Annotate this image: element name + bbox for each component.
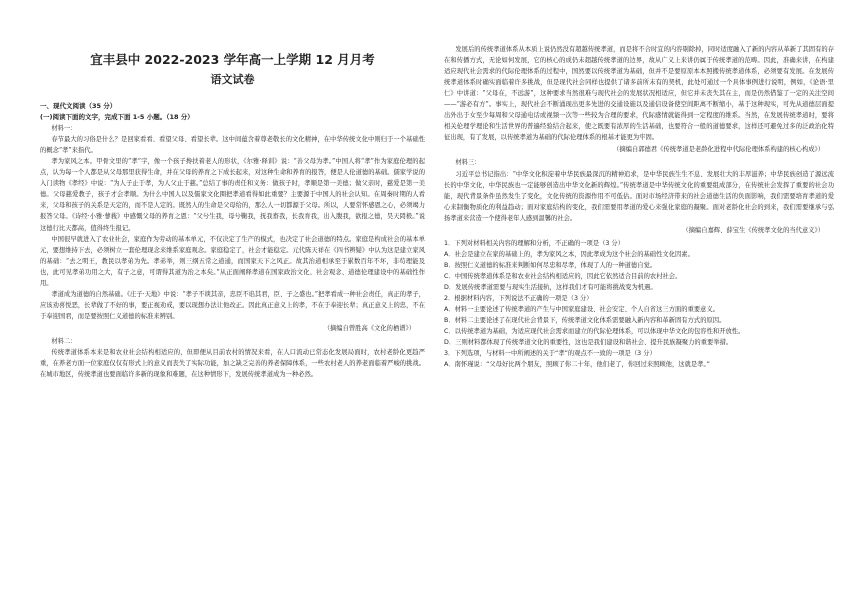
- question-1-option-b: B．按照仁义道德的标准来判断如何尽忠和尽孝，体现了人的一种道德自觉。: [444, 261, 657, 269]
- question-1-option-d: D．发展传统孝道需要与现实生活接轨，这样我们才有可能将挑战变为机遇。: [444, 283, 657, 291]
- question-3: 3．下列选项，与材料一中所阐述的关于“孝”的观点不一致的一项是（3 分）: [444, 350, 656, 358]
- material1-paragraph: 孝为家风之本。甲骨文里的“孝”字，像一个孩子搀扶着老人的形状，《尔雅·释训》说：“善父母为孝。”中国人将“孝”作为家庭伦理的起点，认为每一个人都是从父母那里获得生命，并在父母的养育之下成长起来，对这种生命和养育的报答，便是人伦道德的基础。儒家学说的入门读物《孝经》中说：“为人子止于孝，为人父止于慈。”总结了事的责任和义务：做孩子时，孝顺是第一美德；做父亲时，慈爱是第一美德。父母慈爱教子，孩子才会孝顺。为什么中国人以及儒家文化圈把孝道看得如此重要？主要源于中国人的社会认知。在周秦时期的人看来，父母和孩子的关系是天定的，而不是人定的。既然人的生命是父母给的，那么人一切都源于父母。所以，人要常怀感恩之心，必须竭力报答父母。《诗经·小雅·蓼莪》中感慨父母的养育之恩：“父兮生我，母兮鞠我，抚我畜我，长我育我，出入腹我，欲报之德，昊天罔极。”说这德行比天都高，值得终生报记。: [40, 158, 425, 232]
- material2-label: 材料二：: [51, 337, 77, 345]
- exam-title: 宜丰县中 2022-2023 学年高一上学期 12 月月考: [90, 52, 375, 67]
- question-2-option-b: B．材料二主要论述了在现代社会背景下，传统孝道文化体系需要融入新内容和革新固有方式的原因。: [444, 317, 726, 325]
- question-2-option-d: D．三则材料都体现了传统孝道文化的重要性，这也是我们建设和谐社会、提升民族凝聚力的重要举措。: [444, 339, 733, 347]
- right-column: [444, 44, 834, 370]
- question-1-option-a: A．社会是建立在家的基础上的，孝为家风之本，因此孝成为这个社会的基础性文化因素。: [444, 250, 694, 258]
- question-3-option-a: A．南怀瑾说：“父母好比两个朋友，照顾了你二十年，他们老了，你回过来照顾他，这就是孝。”: [444, 361, 710, 369]
- material1-label: 材料一：: [51, 125, 77, 133]
- question-1-option-c: C．中国传统孝道体系是和农业社会结构相适应的，因此它依然适合目前的农村社会。: [444, 272, 682, 280]
- material1-paragraph: 孝道成为道德的自然基础。《庄子·天地》中说：“孝子不谀其亲，忠臣不谄其君，臣、子之盛也。”把孝看成一种社会责任，真正的孝子，应该劝喜悦恶，长辈做了不好的事，要正视劝戒，要以现想办法让他改正。因此真正意义上的孝，不在于奉迎长辈；真正意义上的忠，不在于奉迎国君，而是要按照仁义道德的标准来辨别。: [40, 290, 425, 320]
- material3-citation: （摘编自嘉辉、薛宝生《传统孝文化的当代意义》）: [682, 226, 824, 234]
- question-2-option-a: A．材料一主要论述了传统孝道的产生与中国家庭建设、社会安定、个人自省这三方面的重要意义。: [444, 306, 720, 314]
- material3-label: 材料三：: [455, 159, 481, 167]
- material1-paragraph: 中国很早就进入了农业社会，家庭作为劳动的基本单元，不仅决定了生产的模式，也决定了社会道德的特点。家庭是构成社会的基本单元，要想维持下去，必须树立一套伦理现念来维系家庭观念。家庭稳定了，社会才能稳定。元代陈天祥在《四书辨疑》中认为这是建立家风的基础：“去之明王，教民以孝弟为先。孝弟举，则三纲五常之道通，而国家天下之风正。故其治道相承至于累数百年不坏，非苟理能及也，此可见孝弟功用之大，有子之意，可谓得其道为治之本矣。”从正面阐释孝道在国家政治文化、社会观念、道德伦理建设中的基础性作用。: [40, 235, 425, 287]
- left-column: [40, 40, 425, 380]
- section-heading: 一、现代文阅读（35 分）: [40, 102, 117, 110]
- section-subheading: (一)阅读下面的文字，完成下面 1-5 小题。（18 分）: [40, 113, 194, 122]
- material3-paragraph: 习近平总书记指出：“中华文化积淀着中华民族最深沉的精神追求，是中华民族生生不息、发展壮大的丰厚滋养；中华民族创造了源远流长的中华文化，中华民族也一定能够创造出中华文化新的辉煌。”传统孝道是中华传统文化的重要组成部分，在传统社会发挥了重要的社会功能，现代背景条件虽然发生了变化，文化传统的资源作用不可低估。面对市场经济带来的社会道德生活的负面影响，我们需要培育孝道的爱心来制衡物质化的利益趋动；面对家庭结构的变化，我们需要用孝道的爱心来强化家庭的凝聚。面对老龄化社会的到来，我们需要继承与弘扬孝道来营造一个使得老年人感到温馨的社会。: [444, 170, 834, 222]
- question-2-option-c: C．以传统孝道为基础，为适应现代社会需求而建立的代际伦理体系，可以体现中华文化的包容性和开放性。: [444, 328, 745, 336]
- question-2: 2．根据材料内容，下列说法不正确的一项是（3 分）: [444, 295, 593, 303]
- material1-citation: （摘编自曾胜高《文化的栖谱》）: [323, 324, 415, 332]
- exam-subtitle: 语文试卷: [210, 73, 255, 86]
- material2-paragraph: 发展后的传统孝道体系从本质上说仍然没有超越传统孝道，而是将不合时宜的内容剔除掉，同时适度融入了新的内容从革新了其固有的存在和传播方式，无论如何发展，它的核心的成仍未超越传统孝道的边界，故从广义上来讲仍属于传统孝道的范畴。因此，准确来讲，在构建适应现代社会需求的代际伦理体系的过程中，国然要以传统孝道为基础，但并不是要原原本本照搬传统孝道体系，必须要有发展。在发展传统孝道体系时确实面临着许多挑战，但是现代社会同样也提供了诸多前所未有的契机，此处可通过一个具体事例进行说明，例如，《论语·里仁》中讲道：“父母在，不远游”，这种要求当然很难与现代社会的发展状况相适应，但它并未丧失其在主，而是仍然借鉴了一定的关注空间——“游必有方”。事实上，现代社会不断涌现出更多先进的交通设施以及通信设备使空间距离不断缩小，基于这种现实，可先从道德层面提出外出于女至少每周和父母通电话或视频一次等一些较为合理的要求，代际感情就能得到一定程度的维系。当然，在发展传统孝道时，要将相关伦理学理论和生活世界的普遍经验结合起来，使之既要有浓厚的生活基础，也要符合一般的道德要求，这样还可避免过多的泛政治化特征出现，有了发展，以传统孝道为基础的代际伦理体系的根基才能更为牢固。: [444, 46, 834, 142]
- question-1: 1．下列对材料相关内容的理解和分析，不正确的一项是（3 分）: [444, 239, 625, 247]
- material2-paragraph: 传统孝道体系本来是和农业社会结构相适应的，但即便从目前农村的情况来看，在人口流动已常态化发展局面时，农村老龄化更趋严重，在养老方面一位家庭仅仅有形式上的意义而丧失了实际功能，加之缺乏完善的养老保障体系，一些农村老人的养老面临着严峻的挑战。在城市地区，传统孝道也要面临许多新的现象和难题，在这种情形下，发展传统孝道成为一种必然。: [40, 349, 425, 379]
- material1-paragraph: 春节最大的习俗是什么？是回家看看、看望父母、看望长辈。这中间蕴含着尊老敬长的文化精神，在中华传统文化中则归于一个基础性的概念“孝”来指代。: [40, 136, 425, 155]
- material2-citation: （摘编自郭德君《传统孝道是老龄化进程中代际伦理体系构建的核心构成》）: [613, 146, 824, 154]
